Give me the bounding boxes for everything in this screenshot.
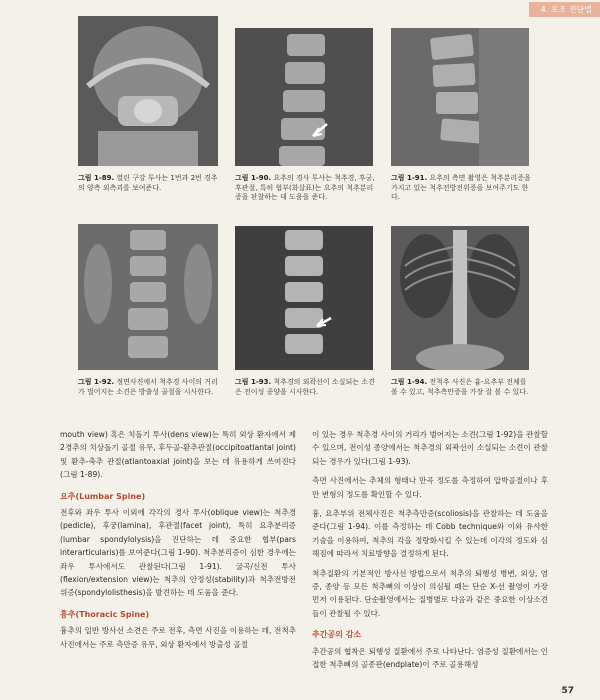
paragraph: 추간공의 협착은 퇴행성 질환에서 주로 나타난다. 염증성 질환에서는 인접한 척추뼈의 골종판(endplate)이 주로 골용해성: [312, 646, 548, 670]
xray-image: [391, 226, 529, 370]
xray-image: [235, 28, 373, 166]
caption-1-93: 그림 1-93. 척추경의 외곽선이 소실되는 소견은 전이성 종양을 시사한다.: [235, 378, 375, 396]
xray-image: [235, 226, 373, 370]
paragraph: 측면 사진에서는 추체의 형태나 만곡 정도를 측정하여 압박골절이나 후만 변형의 정도를 확인할 수 있다.: [312, 476, 548, 499]
xray-thoracic-ap: [78, 224, 218, 370]
xray-image: [391, 28, 529, 166]
page-number: 57: [561, 686, 574, 696]
section-heading-lumbar: 요추(Lumbar Spine): [60, 491, 146, 501]
xray-image: [78, 224, 218, 370]
paragraph: 척추질환의 기본적인 방사선 방법으로서 척추의 퇴행성 병변, 외상, 염증, 종양 등 모든 척추뼈의 이상이 의심될 때는 단순 X-선 촬영이 가장 먼저 이용된다. 단순촬영에서는 질병별로 다음과 같은 중요한 이상소견들이 관찰될 수 있다.: [312, 568, 548, 618]
paragraph: 이 있는 경우 척추경 사이의 거리가 벌어지는 소견(그림 1-92)을 관찰할 수 있으며, 전이성 종양에서는 척추경의 외곽선이 소실되는 소견이 관찰되는 경우가 있다(그림 1-93).: [312, 430, 548, 466]
xray-open-mouth: [78, 16, 218, 166]
xray-image: [78, 16, 218, 166]
section-heading-foramen: 추간공의 감소: [312, 630, 362, 640]
paragraph: 흉추의 일반 방사선 소견은 주로 전후, 측면 사진을 이용하는 데, 전척추 사진에서는 주로 측만증 유무, 외상 환자에서 방출성 골절: [60, 626, 296, 649]
caption-1-94: 그림 1-94. 전척추 사진은 흉-요추부 전체를 볼 수 있고, 척추측만증을 가장 잘 볼 수 있다.: [391, 378, 529, 396]
paragraph: 전후와 좌우 투사 이외에 각각의 경사 투사(oblique view)는 척추경(pedicle), 후궁(lamina), 후관절(facet joint), 특히 요추분리증(lumbar spondylolysis)을 진단하는 데 중요한 협부(pars interarticularis)를 보여준다(그림 1-90). 척추분리증이 심한 경우에는 좌우 투사에서도 관찰된다(그림 1-91). 굴곡/신전 투사(flexion/extension view)는 척추의 안정성(stability)과 척추전방전위증(spondylolisthesis)을 발견하는 데 도움을 준다.: [60, 508, 296, 598]
caption-1-91: 그림 1-91. 요추의 측면 촬영은 척추분리증을 가지고 있는 척추전방전위증을 보여주기도 한다.: [391, 174, 531, 201]
section-heading-thoracic: 흉추(Thoracic Spine): [60, 609, 150, 619]
xray-metastatic: [235, 226, 373, 370]
caption-1-90: 그림 1-90. 요추의 경사 투사는 척추경, 후궁, 후관절, 특히 협부(화살표)는 요추의 척추분리증을 판찰하는 데 도움을 준다.: [235, 174, 375, 201]
xray-lumbar-oblique: [235, 28, 373, 166]
caption-1-92: 그림 1-92. 정면사진에서 척추경 사이의 거리가 벌어지는 소견은 방출성 골절을 시사한다.: [78, 378, 218, 396]
chapter-header: 4. 포조 진단법: [529, 2, 600, 17]
paragraph: mouth view) 혹은 치돌기 투사(dens view)는 특히 외상 환자에서 제2경추의 치상돌기 골절 유무, 후두골-환추관절(occipitoatlantal joint) 및 환추-축추 관절(atlantoaxial joint)을 보는 데 유용하게 쓰여진다(그림 1-89).: [60, 430, 296, 480]
xray-lumbar-lateral: [391, 28, 529, 166]
right-column: [312, 428, 548, 678]
paragraph: 흉, 요추부위 전체사진은 척추측만증(scoliosis)을 관찰하는 데 도움을 준다(그림 1-94). 이를 측정하는 데 Cobb technique와 이와 유사한 기술을 이용하여, 척추의 각을 정량화시킬 수 있는데 이각의 정도와 심해짐에 따라서 치료방향을 결정하게 된다.: [312, 509, 548, 559]
xray-full-spine: [391, 226, 529, 370]
left-column: [60, 428, 296, 657]
caption-1-89: 그림 1-89. 열린 구강 투사는 1번과 2번 경추의 양측 외측괴를 보여준다.: [78, 174, 218, 192]
